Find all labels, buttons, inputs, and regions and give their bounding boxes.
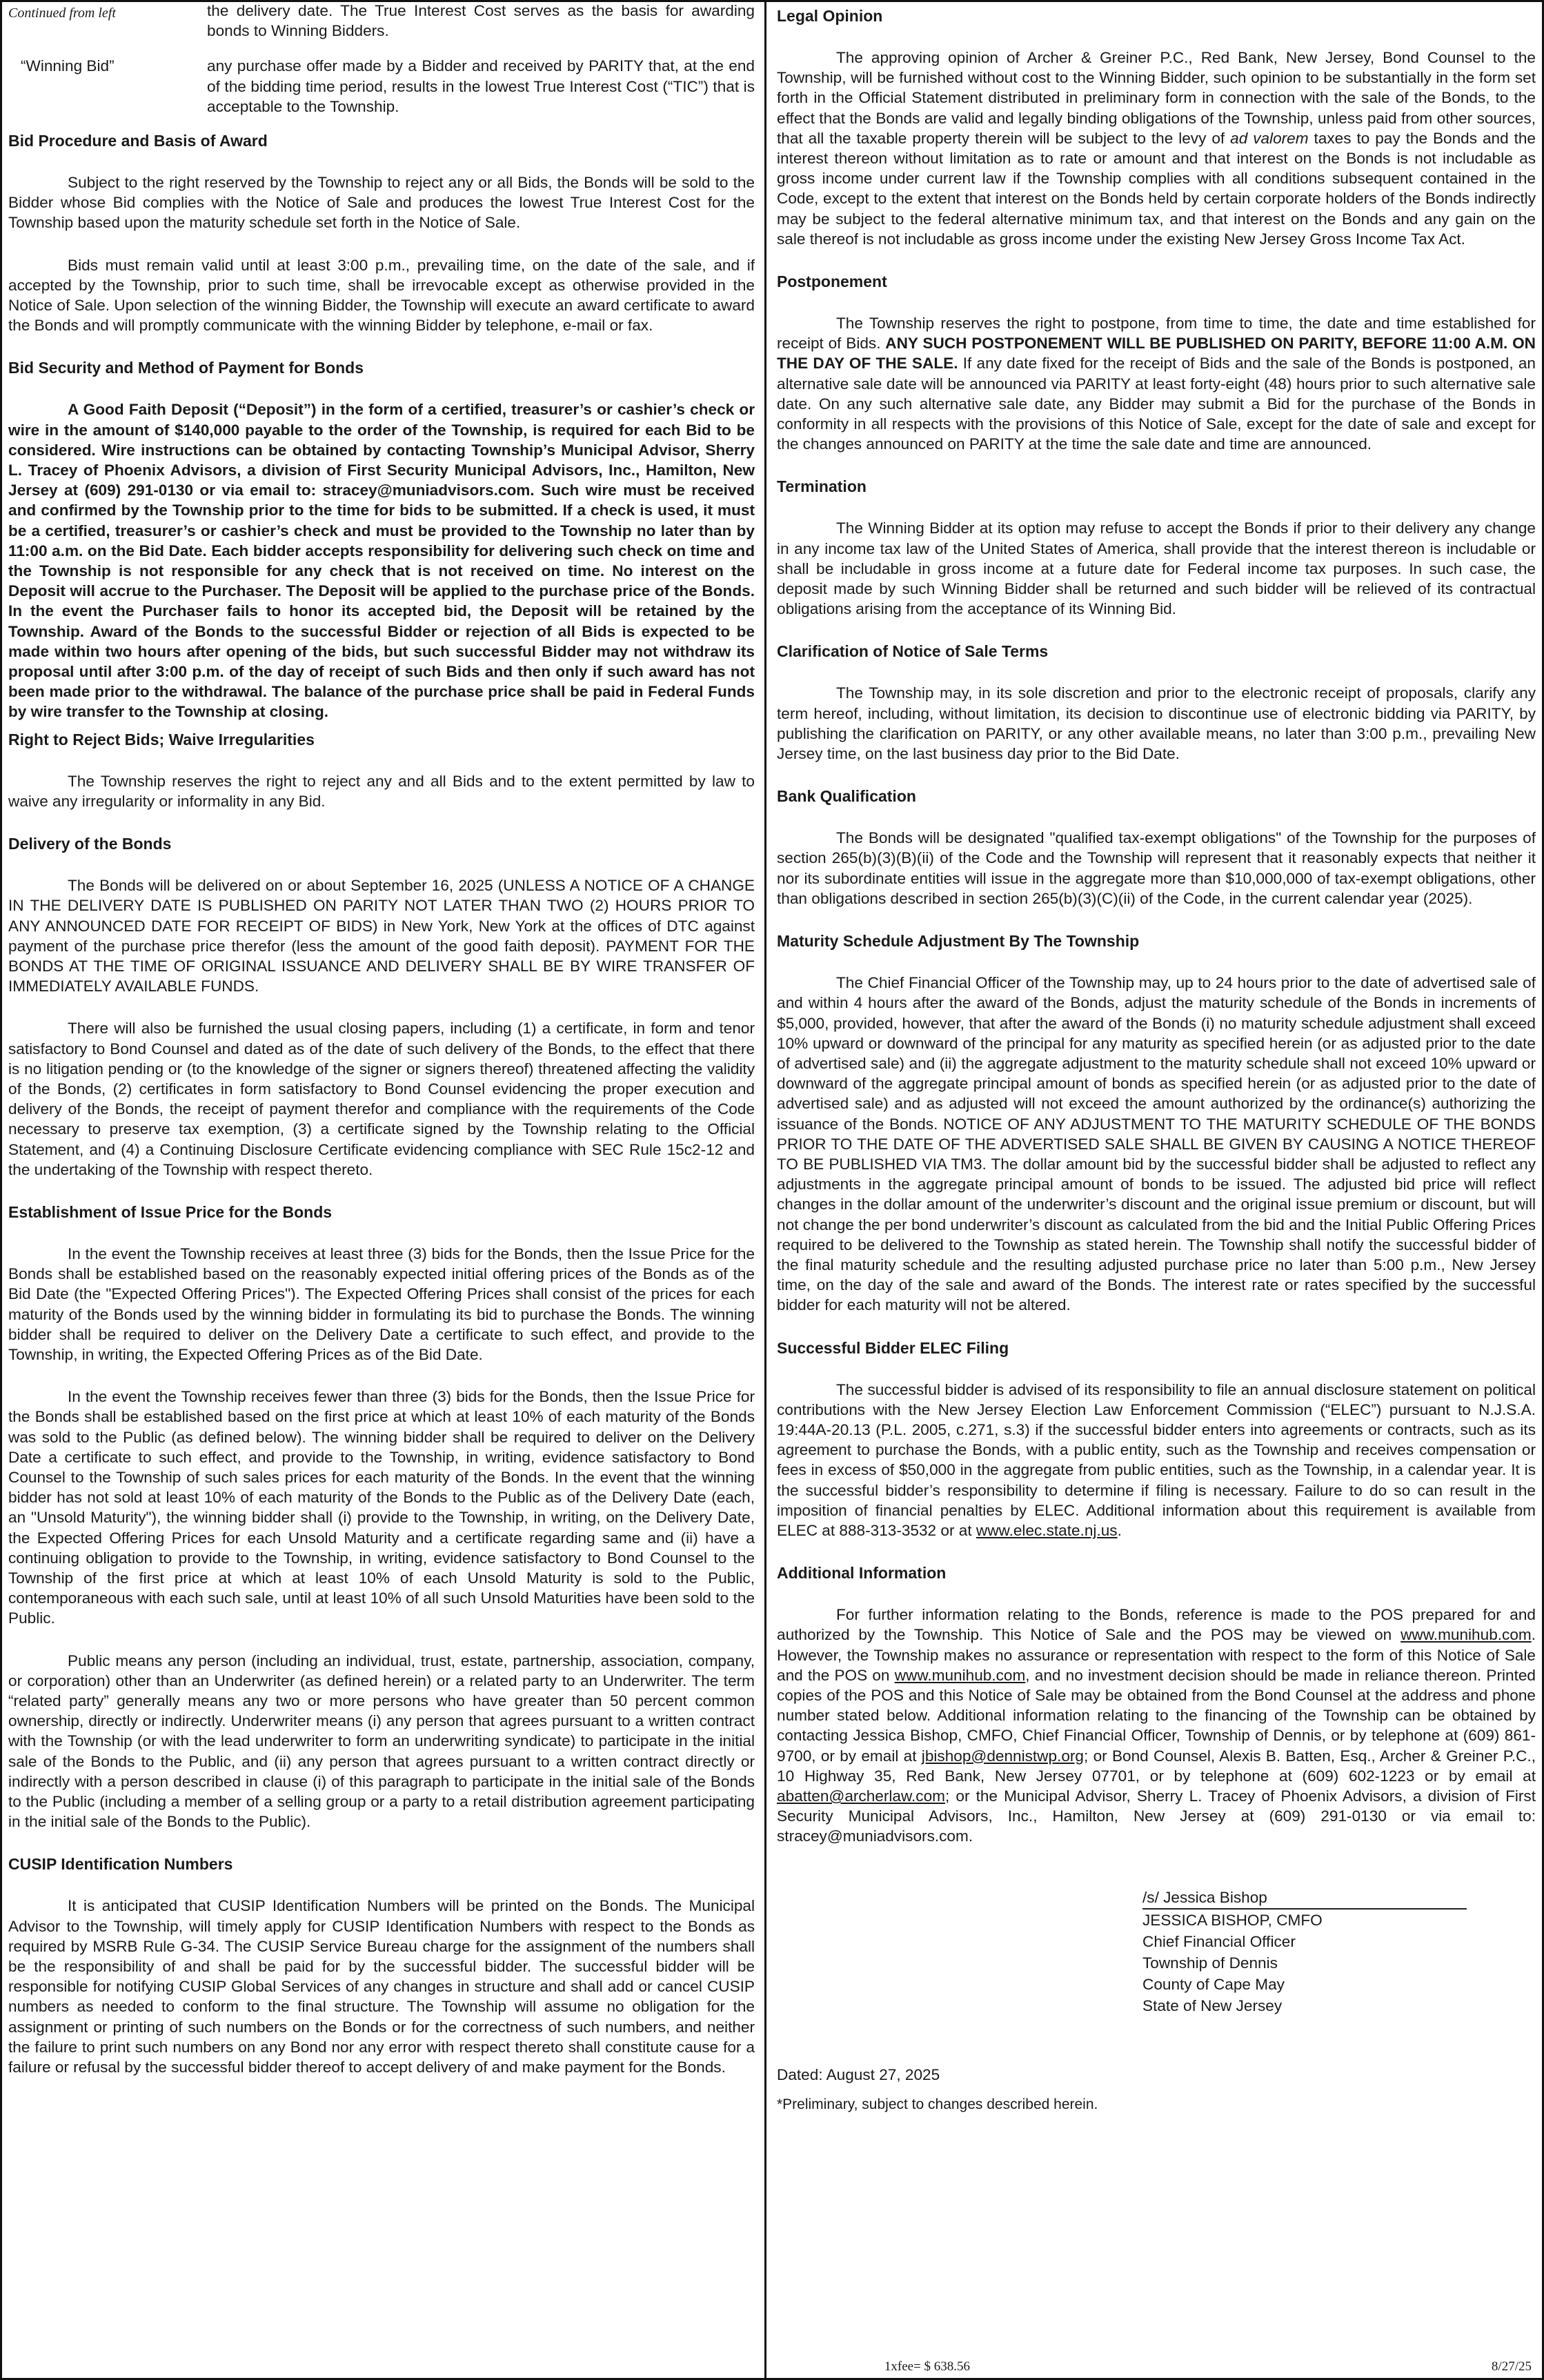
bank-qualification-heading: Bank Qualification	[777, 787, 916, 806]
munihub-link-2[interactable]: www.munihub.com	[894, 1666, 1026, 1684]
delivery-heading: Delivery of the Bonds	[8, 835, 172, 853]
bank-qualification-p1: The Bonds will be designated "qualified tax-exempt obligations" of the Township for the purposes of section 265(b)(3)(B)(ii) of the Code and the Township will represent that it reasonably expects that neither it nor its subordinate entities will issue in the aggregate more than $10,000,000 of tax-exempt obligations, other than obligations described in section 265(b)(3)(C)(ii) of the Code, in the current calendar year (2025).	[777, 829, 1536, 907]
winning-bid-text: any purchase offer made by a Bidder and received by PARITY that, at the end of the bidding time period, results in the lowest True Interest Cost (“TIC”) that is acceptable to the Township.	[207, 57, 755, 115]
additional-info-heading: Additional Information	[777, 1564, 947, 1583]
cusip-heading: CUSIP Identification Numbers	[8, 1855, 233, 1874]
signer-county: County of Cape May	[1142, 1975, 1285, 1993]
page-footer	[4, 2359, 1532, 2374]
footer-date: 8/27/25	[1491, 2359, 1532, 2374]
signature: /s/ Jessica Bishop	[1142, 1887, 1467, 1910]
elec-p1: The successful bidder is advised of its responsibility to file an annual disclosure statement on political contributions with the New Jersey Election Law Enforcement Commission (“ELEC”) pursuant to N.J.S.A. 19:44A-20.13 (P.L. 2005, c.271, s.3) if the successful bidder enters into agreements or contracts, such as its agreement to purchase the Bonds, with a public entity, such as the Township and receives compensation or fees in excess of $50,000 in the aggregate from public entities, such as the Township, in a calendar year. It is the successful bidder’s responsibility to determine if filing is necessary. Failure to do so can result in the imposition of financial penalties by ELEC. Additional information about this requirement is available from ELEC at 888-313-3532 or at www.elec.state.nj.us.	[777, 1380, 1536, 1539]
page-border-left	[0, 0, 2, 2380]
elec-link[interactable]: www.elec.state.nj.us	[976, 1521, 1118, 1539]
postponement-heading: Postponement	[777, 272, 887, 291]
termination-heading: Termination	[777, 477, 867, 496]
legal-opinion-heading: Legal Opinion	[777, 7, 883, 25]
clarification-heading: Clarification of Notice of Sale Terms	[777, 642, 1049, 661]
bid-security-heading: Bid Security and Method of Payment for Bonds	[8, 359, 364, 377]
signer-township: Township of Dennis	[1142, 1954, 1278, 1972]
bishop-email-link[interactable]: jbishop@dennistwp.org	[921, 1747, 1085, 1765]
elec-heading: Successful Bidder ELEC Filing	[777, 1338, 1009, 1357]
reject-bids-heading: Right to Reject Bids; Waive Irregularities	[8, 730, 315, 748]
bid-security-p1: A Good Faith Deposit (“Deposit”) in the form of a certified, treasurer’s or cashier’s check or wire in the amount of $140,000 payable to the order of the Township, is required for each Bid to be considered. Wire instructions can be obtained by contacting Township’s Municipal Advisor, Sherry L. Tracey of Phoenix Advisors, a division of First Security Municipal Advisors, Inc., Hamilton, New Jersey at (609) 291-0130 or via email to: stracey@muniadvisors.com. Such wire must be received and confirmed by the Township prior to the time for bids to be submitted. If a check is used, it must be a certified, treasurer’s or cashier’s check and must be provided to the Township no later than by 11:00 a.m. on the Bid Date. Each bidder accepts responsibility for delivering such check on time and the Township is not responsible for any check that is not received on time. No interest on the Deposit will accrue to the Purchaser. The Deposit will be applied to the purchase price of the Bonds. In the event the Purchaser fails to honor its accepted bid, the Deposit will be retained by the Township. Award of the Bonds to the successful Bidder or rejection of all Bids is expected to be made within two hours after opening of the bids, but such successful Bidder may not withdraw its proposal until after 3:00 p.m. of the day of receipt of such Bids and then only if such award has not been made prior to the withdrawal. The balance of the purchase price shall be paid in Federal Funds by wire transfer to the Township at closing.	[8, 401, 755, 721]
reject-bids-p1: The Township reserves the right to reject any and all Bids and to the extent permitted by law to waive any irregularity or informality in any Bid.	[8, 772, 755, 810]
delivery-p2: There will also be furnished the usual closing papers, including (1) a certificate, in form and tenor satisfactory to Bond Counsel and dated as of the date of such delivery of the Bonds, to the effect that there is no litigation pending or (to the knowledge of the signer or signers thereof) threatened affecting the validity of the Bonds, (2) certificates in form satisfactory to Bond Counsel evidencing the proper execution and delivery of the Bonds, the receipt of payment therefor and compliance with the requirements of the Code necessary to preserve tax exemption, (3) a certificate signed by the Township relating to the Official Statement, and (4) a Continuing Disclosure Certificate evidencing compliance with SEC Rule 15c2-12 and the undertaking of the Township with respect thereto.	[8, 1020, 755, 1178]
dated-line: Dated: August 27, 2025	[777, 2065, 940, 2083]
fee-label: 1xfee= $ 638.56	[884, 2359, 971, 2374]
intro-text: the delivery date. The True Interest Cost serves as the basis for awarding bonds to Winning Bidders.	[207, 2, 755, 40]
issue-price-p2: In the event the Township receives fewer than three (3) bids for the Bonds, then the Issue Price for the Bonds shall be established based on the first price at which at least 10% of each maturity of the Bonds was sold to the Public (as defined below). The winning bidder shall be required to deliver on the Delivery Date a certificate to such effect, and provide to the Township, in writing, evidence satisfactory to Bond Counsel to the Township of such sales prices for each maturity of the Bonds. In the event that the winning bidder has not sold at least 10% of each maturity of the Bonds to the Public as of the Delivery Date (each, an "Unsold Maturity"), the winning bidder shall (i) provide to the Township, in writing, on the Delivery Date, the Expected Offering Prices for each Unsold Maturity and a certificate regarding same and (ii) have a continuing obligation to provide to the Township, in writing, evidence satisfactory to Bond Counsel to the Township of the first price at which at least 10% of each Unsold Maturity is sold to the Public, contemporaneous with each such sale, until at least 10% of all such Unsold Maturities have been sold to the Public.	[8, 1388, 755, 1627]
bid-procedure-p2: Bids must remain valid until at least 3:00 p.m., prevailing time, on the date of the sale, and if accepted by the Township, prior to such time, shall be irrevocable except as otherwise provided in the Notice of Sale. Upon selection of the winning Bidder, the Township will execute an award certificate to award the Bonds and will promptly communicate with the winning Bidder by telephone, e-mail or fax.	[8, 256, 755, 335]
additional-info-p1: For further information relating to the Bonds, reference is made to the POS prepared for and authorized by the Township. This Notice of Sale and the POS may be viewed on www.munihub.com. However, the Township makes no assurance or representation with respect to the form of this Notice of Sale and the POS on www.munihub.com, and no investment decision should be made in reliance thereon. Printed copies of the POS and this Notice of Sale may be obtained from the Bond Counsel at the address and phone number stated below. Additional information relating to the financing of the Township can be obtained by contacting Jessica Bishop, CMFO, Chief Financial Officer, Township of Dennis, or by telephone at (609) 861-9700, or by email at jbishop@dennistwp.org; or Bond Counsel, Alexis B. Batten, Esq., Archer & Greiner P.C., 10 Highway 35, Red Bank, New Jersey 07701, or by telephone at (609) 602-1223 or by email at abatten@archerlaw.com; or the Municipal Advisor, Sherry L. Tracey of Phoenix Advisors, a division of First Security Municipal Advisors, Inc., Hamilton, New Jersey at (609) 291-0130 or via email to: stracey@muniadvisors.com.	[777, 1606, 1536, 1845]
batten-email-link[interactable]: abatten@archerlaw.com	[777, 1787, 945, 1805]
termination-p1: The Winning Bidder at its option may refuse to accept the Bonds if prior to their delivery any change in any income tax law of the United States of America, shall provide that the interest thereon is includable or shall be includable in gross income at a future date for Federal income tax purposes. In such case, the deposit made by such Winning Bidder shall be returned and such bidder will be relieved of its contractual obligations arising from the acceptance of its Winning Bid.	[777, 519, 1536, 618]
continued-label: Continued from left	[8, 6, 116, 21]
bid-procedure-p1: Subject to the right reserved by the Township to reject any or all Bids, the Bonds will be sold to the Bidder whose Bid complies with the Notice of Sale and produces the lowest True Interest Cost for the Township based upon the maturity schedule set forth in the Notice of Sale.	[8, 174, 755, 232]
delivery-p1: The Bonds will be delivered on or about September 16, 2025 (UNLESS A NOTICE OF A CHANGE IN THE DELIVERY DATE IS PUBLISHED ON PARITY NOT LATER THAN TWO (2) HOURS PRIOR TO ANY ANNOUNCED DATE FOR RECEIPT OF BIDS) in New York, New York at the offices of DTC against payment of the purchase price therefor (less the amount of the good faith deposit). PAYMENT FOR THE BONDS AT THE TIME OF ORIGINAL ISSUANCE AND DELIVERY SHALL BE BY WIRE TRANSFER OF IMMEDIATELY AVAILABLE FUNDS.	[8, 877, 755, 995]
postponement-p1: The Township reserves the right to postpone, from time to time, the date and time established for receipt of Bids. ANY SUCH POSTPONEMENT WILL BE PUBLISHED ON PARITY, BEFORE 11:00 A.M. ON THE DAY OF THE SALE. If any date fixed for the receipt of Bids and the sale of the Bonds is postponed, an alternative sale date will be announced via PARITY at least forty-eight (48) hours prior to such alternative sale date. On any such alternative sale date, any Bidder may submit a Bid for the purchase of the Bonds in conformity in all respects with the provisions of this Notice of Sale, except for the date of sale and except for the changes announced on PARITY at the time the sale date and time are announced.	[777, 315, 1536, 453]
legal-opinion-p1: The approving opinion of Archer & Greiner P.C., Red Bank, New Jersey, Bond Counsel to the Township, will be furnished without cost to the Winning Bidder, such opinion to be substantially in the form set forth in the Official Statement distributed in preliminary form in connection with the sale of the Bonds, to the effect that the Bonds are valid and legally binding obligations of the Township, unless paid from other sources, that all the taxable property therein will be subject to the levy of ad valorem taxes to pay the Bonds and the interest thereon without limitation as to rate or amount and that interest on the Bonds is not includable as gross income under current law if the Township complies with all conditions subsequent contained in the Code, except to the extent that interest on the Bonds held by certain corporate holders of the Bonds indirectly may be subject to the federal alternative minimum tax, and that interest on the Bonds and any gain on the sale thereof is not includable as gross income under the existing New Jersey Gross Income Tax Act.	[777, 49, 1536, 248]
preliminary-footnote: *Preliminary, subject to changes described herein.	[777, 2096, 1098, 2112]
left-column	[4, 0, 759, 2380]
winning-bid-definition	[8, 56, 755, 117]
signature-block	[1142, 1887, 1536, 2016]
clarification-p1: The Township may, in its sole discretion and prior to the electronic receipt of proposals, clarify any term hereof, including, without limitation, its decision to discontinue use of electronic bidding via PARITY, by publishing the clarification on PARITY, or any other available means, no later than 3:00 p.m., prevailing New Jersey time, on the last business day prior to the Bid Date.	[777, 684, 1536, 763]
winning-bid-term: “Winning Bid”	[21, 57, 115, 75]
cusip-p1: It is anticipated that CUSIP Identification Numbers will be printed on the Bonds. The Municipal Advisor to the Township, will timely apply for CUSIP Identification Numbers with respect to the Bonds as required by MSRB Rule G-34. The CUSIP Service Bureau charge for the assignment of the numbers shall be the responsibility of and shall be paid for by the successful bidder. The successful bidder will be responsible for notifying CUSIP Global Services of any changes in structure and shall add or cancel CUSIP numbers as needed to conform to the final structure. The Township will assume no obligation for the assignment or printing of such numbers on the Bonds or for the correctness of such numbers, and neither the failure to print such numbers on any Bond nor any error with respect thereto shall constitute cause for a failure or refusal by the successful bidder thereof to accept delivery of and make payment for the Bonds.	[8, 1897, 755, 2076]
issue-price-heading: Establishment of Issue Price for the Bonds	[8, 1202, 333, 1221]
signer-title: Chief Financial Officer	[1142, 1932, 1296, 1950]
issue-price-p1: In the event the Township receives at least three (3) bids for the Bonds, then the Issue Price for the Bonds shall be established based on the reasonably expected initial offering prices of the Bonds as of the Bid Date (the "Expected Offering Prices"). The Expected Offering Prices shall consist of the prices for each maturity of the Bonds used by the winning bidder in formulating its bid to purchase the Bonds. The winning bidder shall be required to deliver on the Delivery Date a certificate to such effect, and provide to the Township, in writing, the Expected Offering Prices as of the Bid Date.	[8, 1244, 755, 1363]
signer-name: JESSICA BISHOP, CMFO	[1142, 1911, 1323, 1929]
maturity-adjustment-p1: The Chief Financial Officer of the Township may, up to 24 hours prior to the date of advertised sale of and within 4 hours after the award of the Bonds, adjust the maturity schedule of the Bonds in increments of $5,000, provided, however, that after the award of the Bonds (i) no maturity schedule adjustment shall exceed 10% upward or downward of the principal for any maturity as specified herein (or as adjusted prior to the date of advertised sale) and (ii) the aggregate adjustment to the maturity schedule shall not exceed 10% upward or downward of the aggregate principal amount of bonds as specified herein (or as adjusted prior to the date of advertised sale) and as adjusted will not exceed the amount authorized by the ordinance(s) authorizing the issuance of the Bonds. NOTICE OF ANY ADJUSTMENT TO THE MATURITY SCHEDULE OF THE BONDS PRIOR TO THE DATE OF THE ADVERTISED SALE SHALL BE GIVEN BY CAUSING A NOTICE THEREOF TO BE PUBLISHED VIA TM3. The dollar amount bid by the successful bidder shall be adjusted to reflect any adjustments in the aggregate principal amount of bonds to be issued. The adjusted bid price will reflect changes in the dollar amount of the underwriter’s discount and the original issue premium or discount, but will not change the per bond underwriter’s discount as calculated from the bid and the Initial Public Offering Prices required to be delivered to the Township as stated herein. The Township shall notify the successful bidder of the final maturity schedule and the resulting adjusted purchase price no later than 5:00 p.m., New Jersey time, on the day of the sale and award of the Bonds. The interest rate or rates specified by the successful bidder for each maturity will not be altered.	[777, 974, 1536, 1314]
signer-state: State of New Jersey	[1142, 1996, 1283, 2014]
maturity-adjustment-heading: Maturity Schedule Adjustment By The Township	[777, 932, 1140, 951]
right-column	[773, 0, 1540, 2380]
intro-definition	[8, 1, 755, 41]
column-divider	[764, 0, 766, 2380]
bid-procedure-heading: Bid Procedure and Basis of Award	[8, 132, 268, 150]
issue-price-p3: Public means any person (including an individual, trust, estate, partnership, association, company, or corporation) other than an Underwriter (as defined herein) or a related party to an Underwriter. The term “related party” generally means any two or more persons who have greater than 50 percent common ownership, directly or indirectly. Underwriter means (i) any person that agrees pursuant to a written contract with the Township (or with the lead underwriter to form an underwriting syndicate) to participate in the initial sale of the Bonds to the Public, and (ii) any person that agrees pursuant to a written contract directly or indirectly with a person described in clause (i) of this paragraph to participate in the initial sale of the Bonds to the Public (including a member of a selling group or a party to a retail distribution agreement participating in the initial sale of the Bonds to the Public).	[8, 1652, 755, 1831]
munihub-link-1[interactable]: www.munihub.com	[1401, 1626, 1532, 1644]
